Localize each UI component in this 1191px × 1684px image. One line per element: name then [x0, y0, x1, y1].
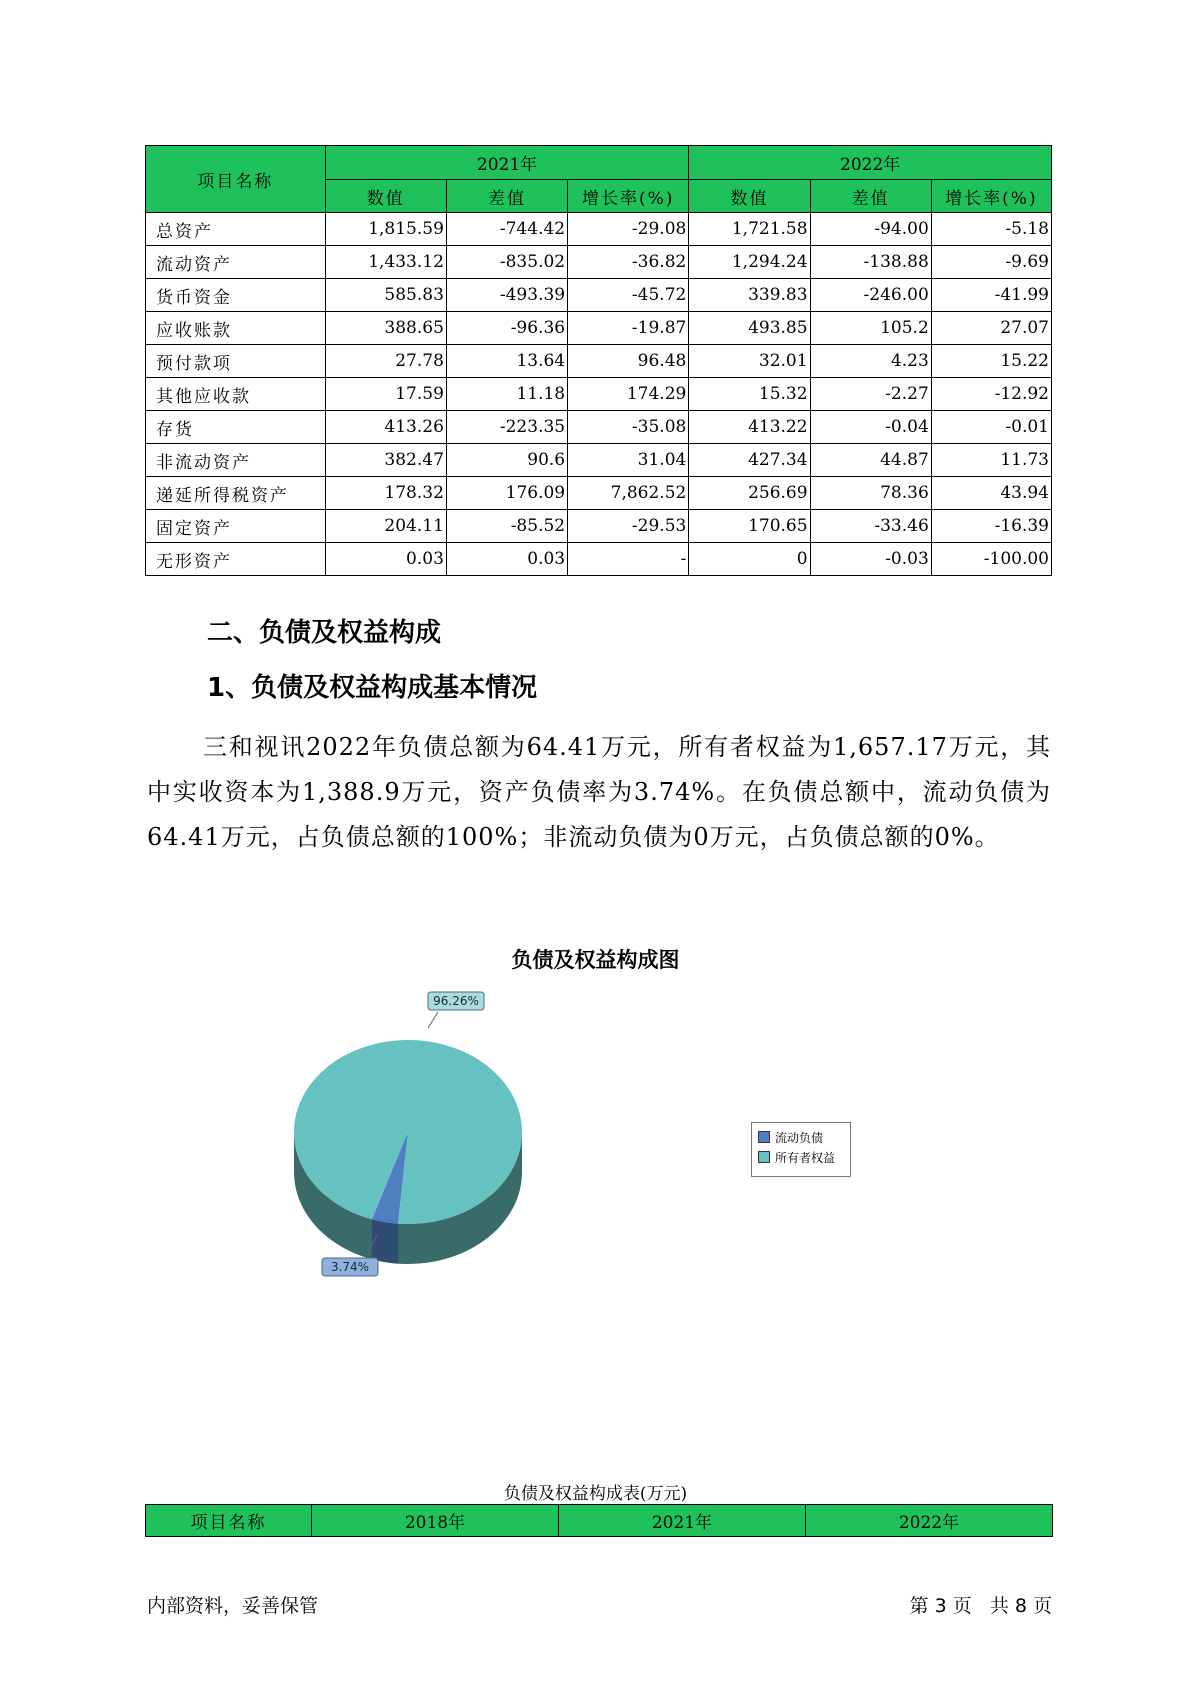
- row-label: 固定资产: [146, 510, 326, 543]
- table-row: [146, 444, 1052, 477]
- subheader-growth: 增长率(%): [931, 180, 1051, 213]
- table-cell: 11.73: [931, 444, 1051, 477]
- header-item-name: 项目名称: [146, 146, 326, 213]
- table-cell: 27.07: [931, 312, 1051, 345]
- header-year-2022: 2022年: [689, 146, 1052, 180]
- table-cell: 256.69: [689, 477, 810, 510]
- table-row: [146, 345, 1052, 378]
- table-cell: 90.6: [446, 444, 567, 477]
- table-cell: -35.08: [568, 411, 689, 444]
- row-label: 预付款项: [146, 345, 326, 378]
- row-label: 货币资金: [146, 279, 326, 312]
- liab-header-2018: 2018年: [312, 1505, 559, 1537]
- table-row: [146, 411, 1052, 444]
- table-cell: -45.72: [568, 279, 689, 312]
- table-cell: -223.35: [446, 411, 567, 444]
- table-cell: -138.88: [810, 246, 931, 279]
- subheader-diff: 差值: [446, 180, 567, 213]
- table-cell: 1,433.12: [325, 246, 446, 279]
- table-cell: 339.83: [689, 279, 810, 312]
- sub-heading: 1、负债及权益构成基本情况: [207, 673, 538, 703]
- table-cell: 31.04: [568, 444, 689, 477]
- legend-item-current-liabilities: [758, 1127, 844, 1147]
- table-cell: -744.42: [446, 213, 567, 246]
- table-cell: -16.39: [931, 510, 1051, 543]
- subheader-value: 数值: [325, 180, 446, 213]
- footer-confidential: 内部资料，妥善保管: [147, 1595, 319, 1617]
- data-label-owner-equity: 96.26%: [433, 994, 479, 1008]
- table-cell: 1,815.59: [325, 213, 446, 246]
- table-cell: -246.00: [810, 279, 931, 312]
- table-cell: 427.34: [689, 444, 810, 477]
- summary-paragraph: 三和视讯2022年负债总额为64.41万元，所有者权益为1,657.17万元，其中实收资本为1,388.9万元，资产负债率为3.74%。在负债总额中，流动负债为64.41万元，占负债总额的100%；非流动负债为0万元，占负债总额的0%。: [147, 733, 1051, 851]
- table-cell: -2.27: [810, 378, 931, 411]
- table-cell: -41.99: [931, 279, 1051, 312]
- table-cell: 413.26: [325, 411, 446, 444]
- liab-table: [145, 1504, 1053, 1537]
- table-cell: 178.32: [325, 477, 446, 510]
- data-label-current-liabilities: 3.74%: [330, 1260, 370, 1274]
- chart-title: 负债及权益构成图: [511, 948, 680, 972]
- table-cell: -0.03: [810, 543, 931, 576]
- table-cell: 27.78: [325, 345, 446, 378]
- table-row: [146, 510, 1052, 543]
- legend-swatch: [758, 1151, 770, 1163]
- data-label-leader: [428, 1012, 438, 1028]
- legend-label: 流动负债: [775, 1130, 824, 1145]
- table-cell: 1,721.58: [689, 213, 810, 246]
- table-row: [146, 543, 1052, 576]
- table-cell: -19.87: [568, 312, 689, 345]
- table-cell: 0: [689, 543, 810, 576]
- table-cell: 44.87: [810, 444, 931, 477]
- table-cell: -835.02: [446, 246, 567, 279]
- table-cell: 15.22: [931, 345, 1051, 378]
- liab-table-caption: 负债及权益构成表(万元): [503, 1484, 688, 1504]
- table-cell: 17.59: [325, 378, 446, 411]
- table-cell: 174.29: [568, 378, 689, 411]
- pie-slice-side-current-liabilities: [372, 1219, 398, 1263]
- table-cell: 11.18: [446, 378, 567, 411]
- table-cell: 170.65: [689, 510, 810, 543]
- table-cell: 13.64: [446, 345, 567, 378]
- table-cell: 4.23: [810, 345, 931, 378]
- row-label: 无形资产: [146, 543, 326, 576]
- table-cell: 105.2: [810, 312, 931, 345]
- row-label: 非流动资产: [146, 444, 326, 477]
- legend-swatch: [758, 1131, 770, 1143]
- table-row: [146, 312, 1052, 345]
- table-cell: -5.18: [931, 213, 1051, 246]
- liab-header-item-name: 项目名称: [146, 1505, 312, 1537]
- table-cell: -12.92: [931, 378, 1051, 411]
- table-cell: -0.04: [810, 411, 931, 444]
- table-cell: 176.09: [446, 477, 567, 510]
- subheader-diff: 差值: [810, 180, 931, 213]
- table-cell: -9.69: [931, 246, 1051, 279]
- pie-slice-owner-equity: [294, 1040, 522, 1224]
- legend-item-owner-equity: [758, 1147, 844, 1167]
- table-cell: 7,862.52: [568, 477, 689, 510]
- table-cell: 15.32: [689, 378, 810, 411]
- table-cell: 0.03: [446, 543, 567, 576]
- table-cell: 204.11: [325, 510, 446, 543]
- table-cell: 382.47: [325, 444, 446, 477]
- table-row: [146, 477, 1052, 510]
- subheader-growth: 增长率(%): [568, 180, 689, 213]
- table-cell: -94.00: [810, 213, 931, 246]
- footer-page-number: 第 3 页 共 8 页: [909, 1595, 1052, 1617]
- table-row: [146, 279, 1052, 312]
- table-cell: 585.83: [325, 279, 446, 312]
- liab-header-2022: 2022年: [806, 1505, 1053, 1537]
- table-cell: 32.01: [689, 345, 810, 378]
- chart-legend: [751, 1122, 851, 1177]
- header-year-2021: 2021年: [325, 146, 689, 180]
- asset-table: [145, 145, 1052, 576]
- table-cell: 43.94: [931, 477, 1051, 510]
- row-label: 存货: [146, 411, 326, 444]
- row-label: 其他应收款: [146, 378, 326, 411]
- table-cell: 78.36: [810, 477, 931, 510]
- table-cell: -0.01: [931, 411, 1051, 444]
- liab-header-2021: 2021年: [559, 1505, 806, 1537]
- table-cell: -493.39: [446, 279, 567, 312]
- table-cell: -33.46: [810, 510, 931, 543]
- row-label: 流动资产: [146, 246, 326, 279]
- table-row: [146, 246, 1052, 279]
- row-label: 递延所得税资产: [146, 477, 326, 510]
- table-cell: 413.22: [689, 411, 810, 444]
- table-cell: -29.53: [568, 510, 689, 543]
- table-cell: 493.85: [689, 312, 810, 345]
- row-label: 总资产: [146, 213, 326, 246]
- table-cell: 1,294.24: [689, 246, 810, 279]
- legend-label: 所有者权益: [775, 1150, 836, 1165]
- section-heading: 二、负债及权益构成: [207, 618, 442, 648]
- table-row: [146, 213, 1052, 246]
- table-cell: 388.65: [325, 312, 446, 345]
- table-row: [146, 378, 1052, 411]
- table-cell: -100.00: [931, 543, 1051, 576]
- table-cell: 96.48: [568, 345, 689, 378]
- subheader-value: 数值: [689, 180, 810, 213]
- table-cell: -36.82: [568, 246, 689, 279]
- pie-chart: [290, 990, 590, 1280]
- row-label: 应收账款: [146, 312, 326, 345]
- table-cell: -96.36: [446, 312, 567, 345]
- table-cell: -29.08: [568, 213, 689, 246]
- table-cell: 0.03: [325, 543, 446, 576]
- table-cell: -: [568, 543, 689, 576]
- table-cell: -85.52: [446, 510, 567, 543]
